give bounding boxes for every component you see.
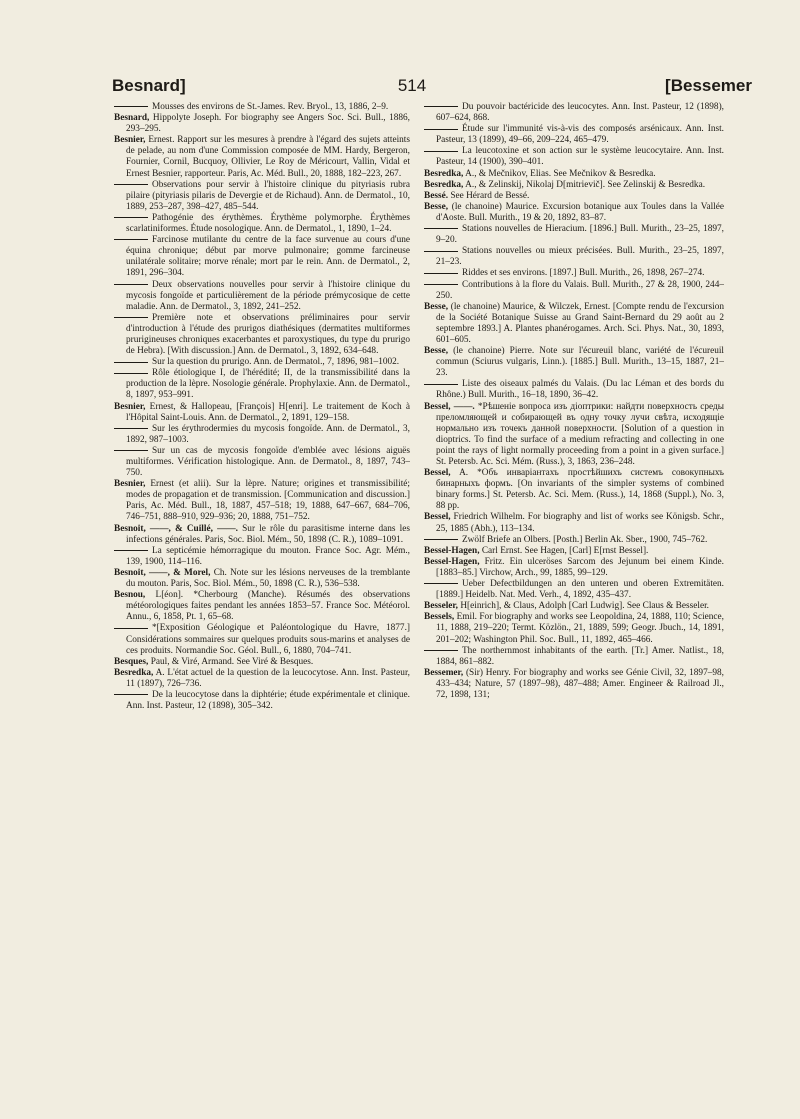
- entry-text: A., & Zelinskij, Nikolaj D[mitrievič]. See Zelinskij & Besredka.: [465, 179, 706, 190]
- repeat-author-dash: [424, 151, 458, 152]
- bibliography-entry: [126, 313, 410, 357]
- page-number: 514: [397, 76, 427, 95]
- repeat-author-dash: [424, 251, 458, 252]
- entry-text: Première note et observations préliminaires pour servir d'introduction à l'étude des prurigos diathésiques (dermatites multiformes prurigineuses chroniques exacerbantes et paroxystiques, du type du prurigo de Hebra). [With discussion.] Ann. de Dermatol., 3, 1892, 634–648.: [126, 312, 410, 357]
- entry-text: Stations nouvelles de Hieracium. [1896.] Bull. Murith., 23–25, 1897, 9–20.: [436, 224, 724, 246]
- bibliography-entry: [126, 546, 410, 568]
- header-right-guide-word: [Bessemer: [665, 76, 752, 95]
- entry-author: Bessel-Hagen,: [424, 545, 480, 556]
- entry-author: Besse,: [424, 346, 449, 357]
- entry-author: Besnier,: [114, 135, 146, 146]
- entry-author: Besredka,: [114, 667, 154, 678]
- entry-author: Besnier,: [114, 401, 146, 412]
- entry-text: *Рѣшеніе вопроса изъ діоптрики: найдти поверхность среды преломляющей и собирающей въ одну точку лучи свѣта, исходящіе нормально изъ точекъ данной поверхности. [Solution of a question in dioptrics. To find the surface of a medium refracting and collecting in one point the rays of light normally proceeding from a point in a given surface.] St. Petersb. Ac. Sci. Mém. (Russ.), 3, 1863, 236–248.: [436, 401, 724, 467]
- entry-text: Du pouvoir bactéricide des leucocytes. Ann. Inst. Pasteur, 12 (1898), 607–624, 868.: [436, 102, 724, 124]
- bibliography-entry: [424, 468, 724, 512]
- entry-text: Sur la question du prurigo. Ann. de Dermatol., 7, 1896, 981–1002.: [152, 357, 400, 368]
- entry-text: Sur les érythrodermies du mycosis fongoïde. Ann. de Dermatol., 3, 1892, 987–1003.: [126, 423, 410, 445]
- bibliography-entry: [126, 424, 410, 446]
- entry-author: Bessé.: [424, 190, 449, 201]
- repeat-author-dash: [114, 450, 148, 451]
- entry-text: Fritz. Ein ulceröses Sarcom des Jejunum bei einem Kinde. [1883–85.] Virchow, Arch., 99, 1885, 99–129.: [436, 556, 724, 578]
- bibliography-entry: [436, 268, 724, 279]
- entry-text: L[éon]. *Cherbourg (Manche). Résumés des observations météorologiques faites pendant les années 1853–57. France Soc. Météorol. Annu., 6, 1858, Pt. 1, 65–68.: [126, 590, 410, 623]
- repeat-author-dash: [424, 106, 458, 107]
- entry-author: Besse,: [424, 301, 449, 312]
- bibliography-entry: [436, 102, 724, 124]
- repeat-author-dash: [114, 550, 148, 551]
- bibliography-entry: [126, 357, 410, 368]
- entry-text: Observations pour servir à l'histoire clinique du pityriasis rubra pilaire (pityriasis pilaris de Devergie et de Richaud). Ann. de Dermatol., 10, 1889, 253–287, 398–427, 485–544.: [126, 179, 410, 212]
- repeat-author-dash: [114, 362, 148, 363]
- bibliography-entry: [114, 667, 410, 690]
- repeat-author-dash: [114, 317, 148, 318]
- bibliography-entry: [424, 346, 724, 379]
- entry-text: Contributions à la flore du Valais. Bull. Murith., 27 & 28, 1900, 244–250.: [436, 279, 724, 301]
- bibliography-entry: [126, 446, 410, 479]
- bibliography-entry: [126, 690, 410, 712]
- entry-author: Besredka,: [424, 168, 464, 179]
- repeat-author-dash: [424, 384, 458, 385]
- entry-text: Stations nouvelles ou mieux précisées. Bull. Murith., 23–25, 1897, 21–23.: [436, 246, 724, 268]
- entry-author: Besredka,: [424, 179, 464, 190]
- right-column: [424, 102, 724, 1102]
- entry-text: (Sir) Henry. For biography and works see Génie Civil, 32, 1897–98, 433–434; Nature, 57 (1897–98), 487–488; Amer. Engineer & Railroad Jl., 72, 1898, 131;: [436, 667, 724, 700]
- bibliography-entry: [126, 235, 410, 279]
- bibliography-entry: [114, 113, 410, 135]
- left-column: [114, 102, 410, 1102]
- entry-text: (le chanoine) Pierre. Note sur l'écureuil blanc, variété de l'écureuil commun (Sciurus vulgaris, Linn.). [1885.] Bull. Murith., 13–15, 1887, 21–23.: [436, 346, 724, 379]
- header-left-guide-word: Besnard]: [112, 76, 186, 95]
- entry-text: Carl Ernst. See Hagen, [Carl] E[rnst Bessel].: [481, 545, 649, 556]
- bibliography-entry: [126, 213, 410, 235]
- bibliography-entry: [436, 246, 724, 268]
- bibliography-entry: [424, 190, 724, 202]
- entry-text: H[einrich], & Claus, Adolph [Carl Ludwig]. See Claus & Besseler.: [460, 601, 709, 612]
- entry-text: Sur le rôle du parasitisme interne dans les infections générales. Paris, Soc. Biol. Mém., 50, 1898 (C. R.), 1089–1091.: [126, 523, 410, 545]
- repeat-author-dash: [114, 239, 148, 240]
- bibliography-entry: [126, 623, 410, 656]
- bibliography-entry: [424, 301, 724, 346]
- bibliography-entry: [114, 590, 410, 623]
- bibliography-entry: [436, 579, 724, 601]
- entry-text: Riddes et ses environs. [1897.] Bull. Murith., 26, 1898, 267–274.: [462, 268, 705, 279]
- repeat-author-dash: [114, 217, 148, 218]
- entry-text: Zwölf Briefe an Olbers. [Posth.] Berlin Ak. Sber., 1900, 745–762.: [462, 534, 708, 545]
- entry-text: The northernmost inhabitants of the earth. [Tr.] Amer. Natlist., 18, 1884, 861–882.: [436, 645, 724, 667]
- entry-author: Besse,: [424, 201, 449, 212]
- bibliography-entry: [114, 479, 410, 523]
- entry-text: Rôle étiologique I, de l'hérédité; II, de la transmissibilité dans la production de la lèpre. Nosologie générale. Prophylaxie. Ann. de Dermatol., 8, 1897, 953–991.: [126, 368, 410, 401]
- repeat-author-dash: [114, 184, 148, 185]
- entry-text: (le chanoine) Maurice. Excursion botanique aux Toules dans la Vallée d'Aoste. Bull. Murith., 19 & 20, 1892, 83–87.: [436, 201, 724, 223]
- entry-author: Besnoit, ——, & Morel,: [114, 567, 211, 578]
- repeat-author-dash: [114, 373, 148, 374]
- entry-author: Bessel,: [424, 512, 451, 523]
- entry-text: Paul, & Viré, Armand. See Viré & Besques.: [150, 656, 314, 667]
- entry-text: De la leucocytose dans la diphtérie; étude expérimentale et clinique. Ann. Inst. Pasteur, 12 (1898), 305–342.: [126, 689, 410, 712]
- entry-author: Bessel, ——.: [424, 401, 475, 412]
- entry-text: Farcinose mutilante du centre de la face survenue au cours d'une équina chronique; début par morve pulmonaire; gomme farcineuse unilatérale solitaire; morve rénale; mort par le rein. Ann. de Dermatol., 2, 1891, 296–304.: [126, 235, 410, 279]
- repeat-author-dash: [114, 628, 148, 629]
- entry-author: Bessel-Hagen,: [424, 556, 480, 567]
- entry-author: Besnoit, ——, & Cuillé, ——.: [114, 523, 238, 534]
- bibliography-entry: [424, 168, 724, 180]
- entry-text: Hippolyte Joseph. For biography see Angers Soc. Sci. Bull., 1886, 293–295.: [126, 113, 410, 135]
- entry-author: Besseler,: [424, 601, 458, 612]
- bibliography-entry: [114, 567, 410, 590]
- entry-text: *[Exposition Géologique et Paléontologique du Havre, 1877.] Considérations sommaires sur quelques produits sous-marins et analyses de ces produits. Normandie Soc. Géol. Bull., 6, 1880, 704–741.: [126, 623, 410, 656]
- repeat-author-dash: [424, 228, 458, 229]
- bibliography-entry: [126, 280, 410, 313]
- bibliography-entry: [126, 102, 410, 113]
- bibliography-entry: [436, 124, 724, 146]
- bibliography-entry: [424, 401, 724, 469]
- bibliography-entry: [114, 401, 410, 424]
- bibliography-entry: [424, 667, 724, 701]
- bibliography-entry: [424, 556, 724, 579]
- entry-text: (le chanoine) Maurice, & Wilczek, Ernest. [Compte rendu de l'excursion de la Société Botanique Suisse au Grand Saint-Bernard du 29 août au 2 septembre 1893.] A. Plantes phanérogames. Arch. Sci. Phys. Nat., 30, 1893, 601–605.: [436, 301, 724, 345]
- repeat-author-dash: [114, 106, 148, 107]
- repeat-author-dash: [114, 694, 148, 695]
- bibliography-entry: [424, 612, 724, 645]
- bibliography-entry: [436, 379, 724, 401]
- entry-author: Bessels,: [424, 612, 455, 623]
- entry-author: Bessel,: [424, 468, 451, 479]
- entry-text: Deux observations nouvelles pour servir à l'histoire clinique du mycosis fongoïde et particulièrement de la période prémycosique de cette maladie. Ann. de Dermatol., 3, 1892, 241–252.: [126, 279, 410, 312]
- entry-text: Ernest (et alii). Sur la lèpre. Nature; origines et transmissibilité; modes de propagation et de transmission. [Communication and discussion.] Paris, Ac. Méd. Bull., 18, 1887, 457–518; 19, 1888, 647–667, 684–706, 746–751, 888–910, 929–936; 20, 1888, 751–752.: [126, 479, 410, 523]
- entry-text: Friedrich Wilhelm. For biography and list of works see Königsb. Schr., 25, 1885 (Abh.), 113–134.: [436, 512, 724, 534]
- entry-author: Besnier,: [114, 479, 146, 490]
- repeat-author-dash: [424, 129, 458, 130]
- entry-text: See Hérard de Bessé.: [450, 190, 530, 201]
- running-header: [112, 76, 752, 100]
- repeat-author-dash: [114, 284, 148, 285]
- entry-text: Liste des oiseaux palmés du Valais. (Du lac Léman et des bords du Rhône.) Bull. Murith., 16–18, 1890, 36–42.: [436, 379, 724, 401]
- entry-text: La leucotoxine et son action sur le système leucocytaire. Ann. Inst. Pasteur, 14 (1900), 390–401.: [436, 146, 724, 168]
- bibliography-entry: [436, 224, 724, 246]
- entry-text: Sur un cas de mycosis fongoïde d'emblée avec lésions aiguës multiformes. Vérification histologique. Ann. de Dermatol., 8, 1897, 743–750.: [126, 445, 410, 479]
- bibliography-entry: [436, 146, 724, 168]
- repeat-author-dash: [424, 650, 458, 651]
- entry-text: Étude sur l'immunité vis-à-vis des composés arsénicaux. Ann. Inst. Pasteur, 13 (1899), 49–66, 209–224, 465–479.: [436, 124, 724, 146]
- entry-text: Emil. For biography and works see Leopoldina, 24, 1888, 110; Science, 11, 1888, 219–220; Termt. Közlön., 21, 1889, 599; Geogr. Jbuch., 14, 1891, 201–202; Washington Phil. Soc. Bull., 11, 1892, 465–466.: [436, 612, 724, 645]
- entry-author: Besques,: [114, 656, 149, 667]
- entry-text: Mousses des environs de St.-James. Rev. Bryol., 13, 1886, 2–9.: [152, 102, 389, 112]
- bibliography-entry: [424, 545, 724, 557]
- bibliography-entry: [436, 535, 724, 546]
- entry-text: A. *Объ инваріантахъ простѣйшихъ системъ совокупныхъ бинарныхъ формъ. [On invariants of the simpler systems of combined binary forms.] St. Petersb. Ac. Sci. Mem. (Russ.), 14, 1868 (Suppl.), No. 3, 88 pp.: [436, 468, 724, 512]
- entry-text: Pathogénie des érythèmes. Érythème polymorphe. Érythèmes scarlatiniformes. Étude nosologique. Ann. de Dermatol., 1, 1890, 1–24.: [126, 212, 410, 235]
- bibliography-entry: [424, 601, 724, 612]
- entry-author: Besnard,: [114, 113, 150, 124]
- entry-text: Ueber Defectbildungen an den unteren und oberen Extremitäten. [1889.] Heidelb. Nat. Med. Verh., 4, 1892, 435–437.: [436, 579, 724, 601]
- repeat-author-dash: [424, 583, 458, 584]
- entry-text: A., & Mečnikov, Elias. See Mečnikov & Besredka.: [465, 168, 656, 179]
- bibliography-entry: [424, 179, 724, 191]
- bibliography-entry: [114, 523, 410, 546]
- bibliography-entry: [436, 646, 724, 668]
- bibliography-entry: [114, 656, 410, 668]
- entry-text: Ch. Note sur les lésions nerveuses de la tremblante du mouton. Paris, Soc. Biol. Mém., 50, 1898 (C. R.), 536–538.: [126, 567, 410, 590]
- entry-author: Bessemer,: [424, 667, 464, 678]
- entry-text: Ernest, & Hallopeau, [François] H[enri]. Le traitement de Koch à l'Hôpital Saint-Louis. Ann. de Dermatol., 2, 1891, 129–158.: [126, 401, 410, 423]
- repeat-author-dash: [424, 284, 458, 285]
- entry-author: Besnou,: [114, 590, 146, 601]
- bibliography-entry: [424, 512, 724, 534]
- entry-text: Ernest. Rapport sur les mesures à prendre à l'égard des sujets atteints de pelade, au nom d'une Commission composée de MM. Hardy, Bergeron, Fournier, Cornil, Bucquoy, Ollivier, Le Roy de Méricourt, Vallin, Vidal et Ernest Besnier, rapporteur. Paris, Ac. Méd. Bull., 20, 1888, 182–223, 267.: [126, 135, 410, 179]
- bibliography-entry: [114, 135, 410, 179]
- bibliography-entry: [436, 280, 724, 302]
- repeat-author-dash: [114, 428, 148, 429]
- repeat-author-dash: [424, 539, 458, 540]
- entry-text: A. L'état actuel de la question de la leucocytose. Ann. Inst. Pasteur, 11 (1897), 726–736.: [126, 667, 410, 689]
- bibliography-entry: [424, 201, 724, 224]
- bibliography-entry: [126, 368, 410, 401]
- entry-text: La septicémie hémorragique du mouton. France Soc. Agr. Mém., 139, 1900, 114–116.: [126, 545, 410, 567]
- repeat-author-dash: [424, 273, 458, 274]
- bibliography-entry: [126, 180, 410, 213]
